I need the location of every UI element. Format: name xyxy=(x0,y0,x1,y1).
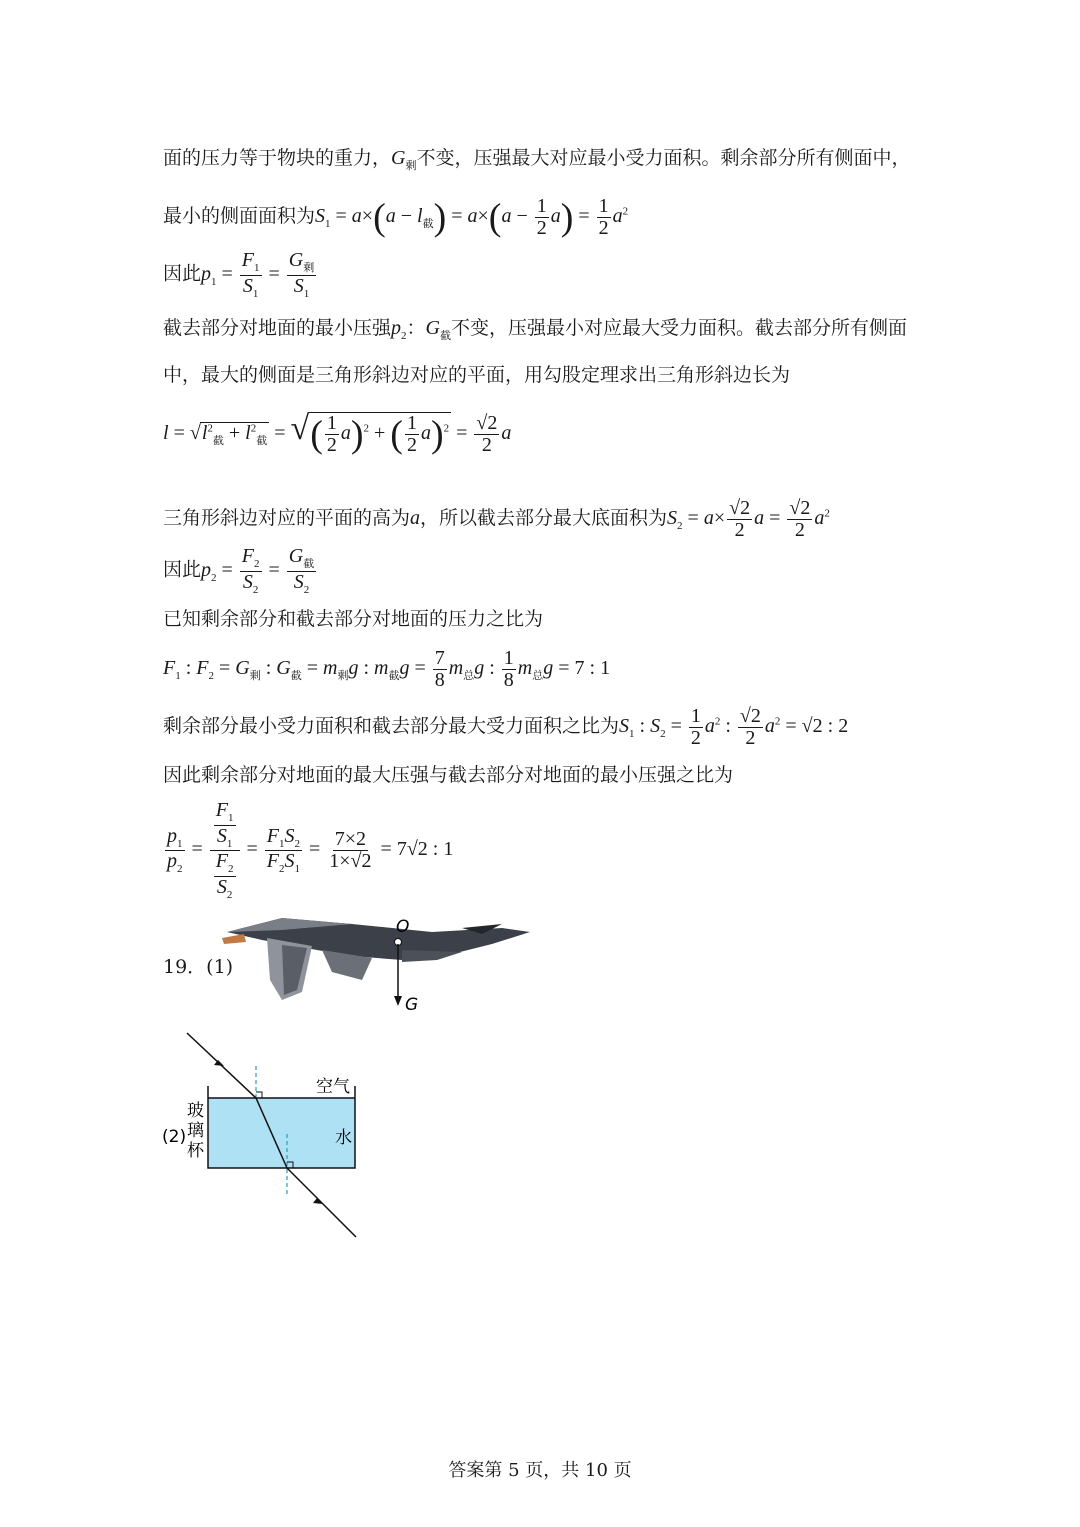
cup-label-3: 杯 xyxy=(187,1141,204,1161)
q19-part1-label: 19．(1) xyxy=(163,956,234,978)
g-remain: $G_剩$ xyxy=(391,147,417,172)
force-g-label: G xyxy=(405,995,419,1015)
q19-part2-label: (2) xyxy=(162,1127,187,1147)
water-label: 水 xyxy=(335,1128,352,1148)
text-line-2: 最小的侧面面积为$S_1 = a\times(a - l_截) = a\times(a$ − $\frac{1}{2}$ a) = $\frac{1}{2}$ $a^2$ xyxy=(163,195,629,239)
page-footer: 答案第 5 页，共 10 页 xyxy=(448,1460,632,1481)
text-line-1: 面的压力等于物块的重力，$G_剩$不变，压强最大对应最小受力面积。剩余部分所有侧面中， xyxy=(163,147,911,172)
formula-hypotenuse: $l = √l^2_截 + l^2_截$ = √( $\frac{1}{2}$ a)$^2$ + ( $\frac{1}{2}$ a)$^2$ = $\frac{√2}{2}$ a xyxy=(163,410,512,456)
cup-label-1: 玻 xyxy=(187,1101,204,1121)
cup-label-2: 璃 xyxy=(187,1121,204,1141)
text-line-8: 因此$p_2$ = $\frac{F_2}{S_2}$ = $\frac{G_截}{S_2}$ xyxy=(163,545,315,596)
text-line-7: 三角形斜边对应的平面的高为a，所以截去部分最大底面积为$S_2 = a\times$ $\frac{√2}{2}$ a = $\frac{√2}{2}$ $a^2$ xyxy=(163,497,830,541)
formula-p1: $p_1$ = $\frac{F_1}{S_1}$ = $\frac{G_剩}{S_1}$ xyxy=(201,249,315,300)
formula-s1: $S_1 = a\times(a - l_截) = a\times(a$ − $\frac{1}{2}$ a) = $\frac{1}{2}$ $a^2$ xyxy=(315,195,629,239)
ray-arrow-in xyxy=(214,1060,224,1066)
text-line-5: 中，最大的侧面是三角形斜边对应的平面，用勾股定理求出三角形斜边长为 xyxy=(163,364,791,386)
point-o-label: O xyxy=(396,917,410,937)
water-region xyxy=(208,1098,355,1168)
formula-pressure-ratio: $\frac{p_1}{p_2}$ = $\frac{\frac{F_1}{S_1}}{\frac{F_2}{S_2}}$ = $\frac{F_1S_2}{F_2S_1}$ = $\frac{7\times 2}{1\times√2}$ = 7√2 : 1 xyxy=(167,799,454,901)
refraction-figure xyxy=(160,1030,370,1245)
formula-force-ratio: $F_1$ : $F_2 = G_剩$ : $G_截 = m_剩g$ : $m_截g$ = $\frac{7}{8}$ $m_总g$ : $\frac{1}{8}$ $m_总g = 7$ : 1 xyxy=(163,647,611,691)
text-line-3: 因此$p_1$ = $\frac{F_1}{S_1}$ = $\frac{G_剩}{S_1}$ xyxy=(163,250,318,300)
fighter-jet-icon xyxy=(222,918,530,1000)
text-line-9: 已知剩余部分和截去部分对地面的压力之比为 xyxy=(163,608,544,630)
text-line-11: 剩余部分最小受力面积和截去部分最大受力面积之比为$S_1$ : $S_2$ = $\frac{1}{2}$ $a^2$ : $\frac{√2}{2}$ $a^2 = √2$ : 2 xyxy=(163,705,849,749)
text-line-4: 截去部分对地面的最小压强$p_2$：$G_截$不变，压强最小对应最大受力面积。截去部分所有侧面 xyxy=(163,317,907,342)
text-line-12: 因此剩余部分对地面的最大压强与截去部分对地面的最小压强之比为 xyxy=(163,764,734,786)
air-label: 空气 xyxy=(316,1077,350,1097)
jet-figure xyxy=(222,910,537,1020)
